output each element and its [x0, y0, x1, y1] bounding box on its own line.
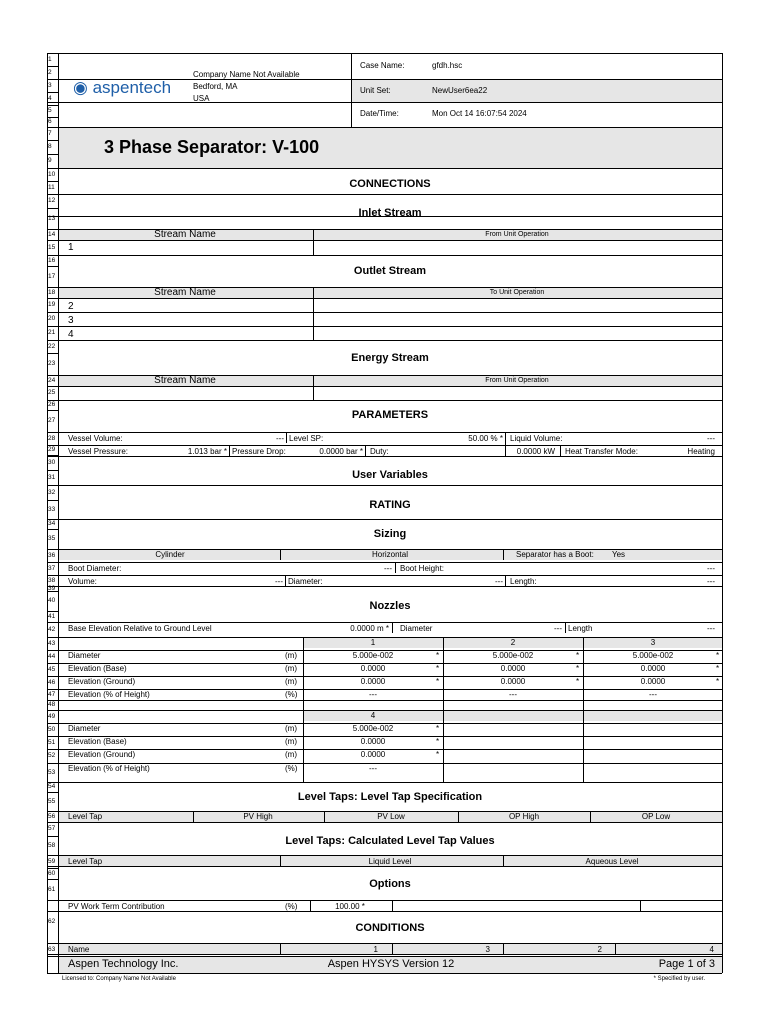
nozzle-value: 0.0000 — [360, 664, 386, 673]
row-number: 48 — [48, 701, 56, 708]
sizing-divider-4 — [285, 575, 286, 586]
row-number: 21 — [48, 329, 56, 336]
options-divider-1 — [310, 900, 311, 911]
conditions-col-3: 3 — [485, 945, 490, 954]
row-number-separator — [47, 92, 58, 93]
outlet-to-op-header: To Unit Operation — [489, 289, 545, 296]
section-options: Options — [369, 878, 411, 890]
row-number: 17 — [48, 273, 56, 280]
row-number: 27 — [48, 417, 56, 424]
frame-left — [47, 53, 48, 973]
section-energy-stream: Energy Stream — [351, 352, 429, 364]
conditions-divider-2 — [392, 943, 393, 954]
inlet-stream-name-header: Stream Name — [154, 229, 216, 240]
sizing-divider-1 — [280, 549, 281, 560]
nozzle-row-unit: (m) — [285, 664, 297, 673]
case-name-label: Case Name: — [360, 61, 405, 70]
row-number-separator — [47, 208, 58, 209]
inlet-stream-1: 1 — [68, 242, 74, 253]
row-number: 4 — [48, 95, 52, 102]
row-number: 35 — [48, 535, 56, 542]
row-number: 10 — [48, 171, 56, 178]
nozzle-row-unit: (m) — [285, 737, 297, 746]
lt-calc-col-liquid-level: Liquid Level — [368, 857, 412, 866]
lt-spec-divider-1 — [193, 811, 194, 822]
row-number-separator — [47, 591, 58, 592]
nozzle-row-label: Elevation (Ground) — [68, 750, 136, 759]
row-number: 15 — [48, 244, 56, 251]
row-number: 11 — [48, 184, 55, 191]
logo-mark-icon: ◉ — [73, 78, 88, 97]
row-number: 1 — [48, 56, 52, 63]
row-number: 19 — [48, 301, 56, 308]
conditions-divider-1 — [280, 943, 281, 954]
lt-spec-col-pv-low: PV Low — [377, 812, 405, 821]
sizing-orientation: Horizontal — [371, 550, 409, 559]
sizing-shape: Cylinder — [155, 550, 185, 559]
grid-line — [47, 710, 722, 711]
grid-line — [47, 622, 722, 623]
grid-line — [47, 822, 722, 823]
nozzle-specified-mark: * — [436, 724, 440, 733]
nozzle-row-unit: (%) — [285, 764, 298, 773]
grid-line — [47, 255, 722, 256]
row-number: 5 — [48, 107, 52, 114]
nozzle-col-header: 2 — [510, 638, 516, 647]
boot-label: Separator has a Boot: — [516, 550, 594, 559]
nozzle-value: 0.0000 — [500, 677, 526, 686]
nozzle-row-label: Elevation (Ground) — [68, 677, 136, 686]
param-divider-5 — [560, 445, 561, 456]
boot-height-value: --- — [707, 564, 715, 573]
row-number: 38 — [48, 577, 56, 584]
row-number: 31 — [48, 474, 56, 481]
section-level-tap-calc: Level Taps: Calculated Level Tap Values — [285, 835, 495, 847]
row-number: 40 — [48, 597, 56, 604]
section-inlet-stream: Inlet Stream — [358, 207, 422, 219]
grid-line — [47, 485, 722, 486]
nozzle-row-label: Elevation (% of Height) — [68, 690, 150, 699]
company-name: Company Name Not Available — [193, 70, 300, 79]
outlet-divider — [313, 287, 314, 341]
nozzle-specified-mark: * — [576, 677, 580, 686]
grid-line — [47, 194, 722, 195]
outlet-stream-2: 2 — [68, 301, 74, 312]
vessel-pressure-value: 1.013 bar * — [187, 447, 227, 456]
grid-line — [47, 700, 722, 701]
nozzle-value: 0.0000 — [640, 677, 666, 686]
row-number: 56 — [48, 813, 56, 820]
row-number-separator — [47, 140, 58, 141]
row-number-separator — [47, 529, 58, 530]
row-number: 45 — [48, 666, 56, 673]
row-number: 41 — [48, 613, 56, 620]
grid-line — [47, 519, 722, 520]
diameter-value: --- — [495, 577, 503, 586]
nozzle-specified-mark: * — [716, 677, 720, 686]
grid-line — [47, 575, 722, 576]
row-number-separator — [47, 410, 58, 411]
boot-value: Yes — [612, 550, 626, 559]
nozzle-value: --- — [369, 764, 377, 773]
energy-stream-name-header: Stream Name — [154, 375, 216, 386]
conditions-divider-3 — [503, 943, 504, 954]
nozzle-specified-mark: * — [436, 651, 440, 660]
lt-spec-divider-4 — [590, 811, 591, 822]
pressure-drop-label: Pressure Drop: — [232, 447, 286, 456]
row-number: 44 — [48, 653, 56, 660]
duty-label: Duty: — [370, 447, 389, 456]
section-nozzles: Nozzles — [369, 600, 411, 612]
company-country: USA — [193, 94, 210, 103]
grid-line — [47, 943, 722, 944]
section-outlet-stream: Outlet Stream — [353, 265, 427, 277]
param-divider-3 — [229, 445, 230, 456]
row-number: 18 — [48, 289, 56, 296]
nozzle-value: 0.0000 — [360, 737, 386, 746]
sizing-divider-5 — [505, 575, 506, 586]
grid-line — [47, 954, 722, 955]
param-divider-4 — [365, 445, 366, 456]
nozzle-col-header: 4 — [370, 711, 376, 720]
volume-value: --- — [275, 577, 283, 586]
row-number: 58 — [48, 842, 56, 849]
energy-from-op-header: From Unit Operation — [485, 377, 549, 384]
section-connections: CONNECTIONS — [349, 178, 431, 190]
inlet-from-op-header: From Unit Operation — [485, 231, 549, 238]
footer-page: Page 1 of 3 — [658, 958, 715, 970]
row-number: 62 — [48, 918, 56, 925]
sizing-divider-2 — [503, 549, 504, 560]
pv-work-term-label: PV Work Term Contribution — [68, 902, 165, 911]
grid-line — [47, 900, 722, 901]
conditions-col-4: 4 — [709, 945, 714, 954]
footer-specified-note: * Specified by user. — [653, 976, 705, 982]
lt-spec-col-level-tap: Level Tap — [68, 812, 103, 821]
vessel-volume-value: --- — [276, 434, 284, 443]
nozzle-value: --- — [509, 690, 517, 699]
grid-line — [47, 375, 722, 376]
pv-work-term-unit: (%) — [285, 902, 298, 911]
options-divider-2 — [392, 900, 393, 911]
footer-licensed: Licensed to: Company Name Not Available — [62, 976, 176, 982]
row-number: 30 — [48, 459, 56, 466]
energy-divider — [313, 375, 314, 400]
grid-line — [47, 127, 722, 128]
lt-spec-col-op-high: OP High — [508, 812, 540, 821]
base-elevation-label: Base Elevation Relative to Ground Level — [68, 624, 212, 633]
outlet-stream-4: 4 — [68, 329, 74, 340]
row-number-separator — [47, 470, 58, 471]
row-number-separator — [47, 500, 58, 501]
row-number: 25 — [48, 389, 56, 396]
nozzle-specified-mark: * — [436, 750, 440, 759]
nozzle-row-label: Diameter — [68, 724, 101, 733]
row-number-separator — [47, 879, 58, 880]
row-number: 6 — [48, 118, 52, 125]
outlet-stream-name-header: Stream Name — [154, 287, 216, 298]
grid-line — [47, 340, 722, 341]
row-number-separator — [47, 868, 58, 869]
lt-calc-col-aqueous-level: Aqueous Level — [585, 857, 639, 866]
lt-calc-divider-1 — [280, 855, 281, 866]
grid-line — [47, 866, 722, 867]
grid-line — [47, 168, 722, 169]
row-number: 20 — [48, 315, 56, 322]
row-number: 13 — [48, 215, 56, 222]
nozzle-value: --- — [369, 690, 377, 699]
grid-line — [47, 53, 722, 54]
vessel-volume-label: Vessel Volume: — [68, 434, 123, 443]
grid-line — [47, 456, 722, 457]
row-number-separator — [47, 66, 58, 67]
row-number: 52 — [48, 752, 56, 759]
row-number: 8 — [48, 143, 52, 150]
nozzle-row-unit: (%) — [285, 690, 298, 699]
base-elevation-value: 0.0000 m * — [350, 624, 389, 633]
nozzle-row-unit: (m) — [285, 677, 297, 686]
nozzle-diameter-label: Diameter — [400, 624, 433, 633]
nozzle-col-divider-a — [303, 637, 304, 782]
duty-value: 0.0000 kW — [516, 447, 555, 456]
footer-version: Aspen HYSYS Version 12 — [327, 958, 455, 970]
lt-spec-divider-2 — [324, 811, 325, 822]
heat-transfer-mode-value: Heating — [687, 447, 715, 456]
grid-line — [47, 298, 722, 299]
row-number-separator — [47, 117, 58, 118]
unit-set-label: Unit Set: — [360, 86, 391, 95]
row-number: 7 — [48, 130, 52, 137]
case-name-value: gfdh.hsc — [432, 61, 463, 70]
nozzle-value: 0.0000 — [360, 750, 386, 759]
volume-label: Volume: — [68, 577, 97, 586]
nozzle-specified-mark: * — [716, 651, 720, 660]
row-number: 36 — [48, 552, 56, 559]
nozzle-col-header: 3 — [650, 638, 656, 647]
row-number: 63 — [48, 946, 56, 953]
row-number: 34 — [48, 520, 56, 527]
grid-line — [47, 973, 722, 974]
boot-diameter-value: --- — [384, 564, 392, 573]
nozzle-specified-mark: * — [576, 651, 580, 660]
inlet-divider — [313, 229, 314, 255]
sizing-divider-3 — [395, 562, 396, 573]
grid-line — [47, 432, 722, 433]
grid-line — [47, 102, 722, 103]
lt-spec-divider-3 — [458, 811, 459, 822]
row-number: 37 — [48, 565, 56, 572]
grid-line — [47, 312, 722, 313]
pv-work-term-value: 100.00 * — [335, 902, 365, 911]
date-time-label: Date/Time: — [360, 109, 399, 118]
grid-line — [47, 386, 722, 387]
options-divider-3 — [640, 900, 641, 911]
row-number: 2 — [48, 69, 52, 76]
nozzle-specified-mark: * — [436, 664, 440, 673]
logo-text: aspentech — [92, 78, 172, 97]
outlet-stream-3: 3 — [68, 315, 74, 326]
length-label: Length: — [510, 577, 537, 586]
grid-line — [47, 240, 722, 241]
row-number-separator — [47, 181, 58, 182]
liquid-volume-value: --- — [707, 434, 715, 443]
vessel-pressure-label: Vessel Pressure: — [68, 447, 129, 456]
row-number: 43 — [48, 640, 56, 647]
row-number: 54 — [48, 783, 56, 790]
nozzle-row-label: Elevation (Base) — [68, 664, 127, 673]
section-rating: RATING — [369, 499, 411, 511]
row-number-separator — [47, 154, 58, 155]
page-title: 3 Phase Separator: V-100 — [104, 137, 320, 157]
conditions-name-label: Name — [68, 945, 90, 954]
row-number-separator — [47, 105, 58, 106]
level-sp-label: Level SP: — [289, 434, 324, 443]
row-number: 12 — [48, 197, 56, 204]
liquid-volume-label: Liquid Volume: — [510, 434, 563, 443]
nozzle-value: 0.0000 — [360, 677, 386, 686]
nozzle-value: 0.0000 — [640, 664, 666, 673]
nozzle-length-value: --- — [707, 624, 715, 633]
heat-transfer-mode-label: Heat Transfer Mode: — [565, 447, 638, 456]
nozzle-row-unit: (m) — [285, 724, 297, 733]
param-divider-1 — [286, 432, 287, 443]
nozzle-value: 5.000e-002 — [352, 724, 394, 733]
row-number: 61 — [48, 886, 56, 893]
section-parameters: PARAMETERS — [351, 409, 429, 421]
conditions-divider-4 — [615, 943, 616, 954]
row-number-separator — [47, 792, 58, 793]
row-number: 3 — [48, 82, 52, 89]
grid-line — [47, 586, 722, 587]
section-conditions: CONDITIONS — [355, 922, 425, 934]
nozzle-col-divider-b — [443, 637, 444, 782]
row-number: 22 — [48, 343, 56, 350]
boot-height-label: Boot Height: — [400, 564, 445, 573]
nozzle-specified-mark: * — [716, 664, 720, 673]
unitset-shade — [352, 80, 722, 102]
row-number: 50 — [48, 726, 56, 733]
row-number: 55 — [48, 798, 56, 805]
param-divider-2 — [505, 432, 506, 456]
grid-line — [47, 287, 722, 288]
length-value: --- — [707, 577, 715, 586]
lt-calc-col-level-tap: Level Tap — [68, 857, 103, 866]
conditions-col-2: 2 — [597, 945, 602, 954]
row-number: 59 — [48, 858, 56, 865]
row-number: 29 — [48, 446, 56, 453]
row-number: 42 — [48, 626, 56, 633]
row-number-separator — [47, 266, 58, 267]
nozzle-row-unit: (m) — [285, 750, 297, 759]
row-number-separator — [47, 353, 58, 354]
grid-line — [47, 911, 722, 912]
nozzle-value: 5.000e-002 — [632, 651, 674, 660]
conditions-col-1: 1 — [373, 945, 378, 954]
nozzle-length-label: Length — [568, 624, 593, 633]
row-number: 46 — [48, 679, 56, 686]
grid-line — [47, 326, 722, 327]
conditions-head-shade — [58, 943, 722, 954]
row-number: 26 — [48, 401, 56, 408]
grid-line — [47, 229, 722, 230]
row-number: 23 — [48, 360, 56, 367]
row-number: 39 — [48, 585, 56, 592]
nozzle-row-label: Diameter — [68, 651, 101, 660]
row-number: 14 — [48, 231, 56, 238]
nozzle-row-label: Elevation (% of Height) — [68, 764, 150, 773]
row-number: 51 — [48, 739, 56, 746]
grid-line — [47, 956, 722, 957]
header-divider — [351, 53, 352, 127]
row-number: 24 — [48, 377, 56, 384]
grid-line — [47, 400, 722, 401]
aspentech-logo — [73, 78, 171, 98]
lt-spec-col-op-low: OP Low — [641, 812, 671, 821]
nozzle-col-header: 1 — [370, 638, 376, 647]
grid-line — [47, 637, 722, 638]
nozzle-diameter-value: --- — [554, 624, 562, 633]
nozzle-top-divider-1 — [392, 622, 393, 633]
frame-right — [722, 53, 723, 973]
company-city: Bedford, MA — [193, 82, 238, 91]
nozzle-head2-shade — [303, 710, 722, 721]
boot-diameter-label: Boot Diameter: — [68, 564, 122, 573]
row-number: 9 — [48, 157, 52, 164]
footer-company: Aspen Technology Inc. — [68, 958, 179, 970]
row-number: 28 — [48, 435, 56, 442]
row-number: 57 — [48, 825, 56, 832]
section-level-tap-spec: Level Taps: Level Tap Specification — [297, 791, 483, 803]
pressure-drop-value: 0.0000 bar * — [319, 447, 363, 456]
row-number: 49 — [48, 713, 56, 720]
lt-calc-divider-2 — [503, 855, 504, 866]
grid-line — [47, 855, 722, 856]
row-number: 33 — [48, 506, 56, 513]
nozzle-value: --- — [649, 690, 657, 699]
row-number: 32 — [48, 489, 56, 496]
grid-line — [47, 445, 722, 446]
nozzle-row-label: Elevation (Base) — [68, 737, 127, 746]
section-user-variables: User Variables — [352, 469, 428, 481]
nozzle-col-divider-c — [583, 637, 584, 782]
nozzle-value: 0.0000 — [500, 664, 526, 673]
nozzle-value: 5.000e-002 — [492, 651, 534, 660]
row-number-separator — [47, 836, 58, 837]
date-time-value: Mon Oct 14 16:07:54 2024 — [432, 109, 527, 118]
section-sizing: Sizing — [373, 528, 407, 540]
level-sp-value: 50.00 % * — [468, 434, 503, 443]
row-number-separator — [47, 611, 58, 612]
nozzle-value: 5.000e-002 — [352, 651, 394, 660]
unit-set-value: NewUser6ea22 — [432, 86, 488, 95]
row-number: 47 — [48, 691, 56, 698]
diameter-label: Diameter: — [288, 577, 323, 586]
row-number: 16 — [48, 257, 56, 264]
row-number: 60 — [48, 870, 56, 877]
lt-spec-col-pv-high: PV High — [243, 812, 273, 821]
grid-line — [47, 782, 722, 783]
nozzle-specified-mark: * — [436, 737, 440, 746]
nozzle-row-unit: (m) — [285, 651, 297, 660]
nozzle-specified-mark: * — [576, 664, 580, 673]
nozzle-specified-mark: * — [436, 677, 440, 686]
grid-line — [47, 562, 722, 563]
frame-rownum-divider — [58, 53, 59, 973]
nozzle-top-divider-2 — [565, 622, 566, 633]
row-number: 53 — [48, 769, 56, 776]
